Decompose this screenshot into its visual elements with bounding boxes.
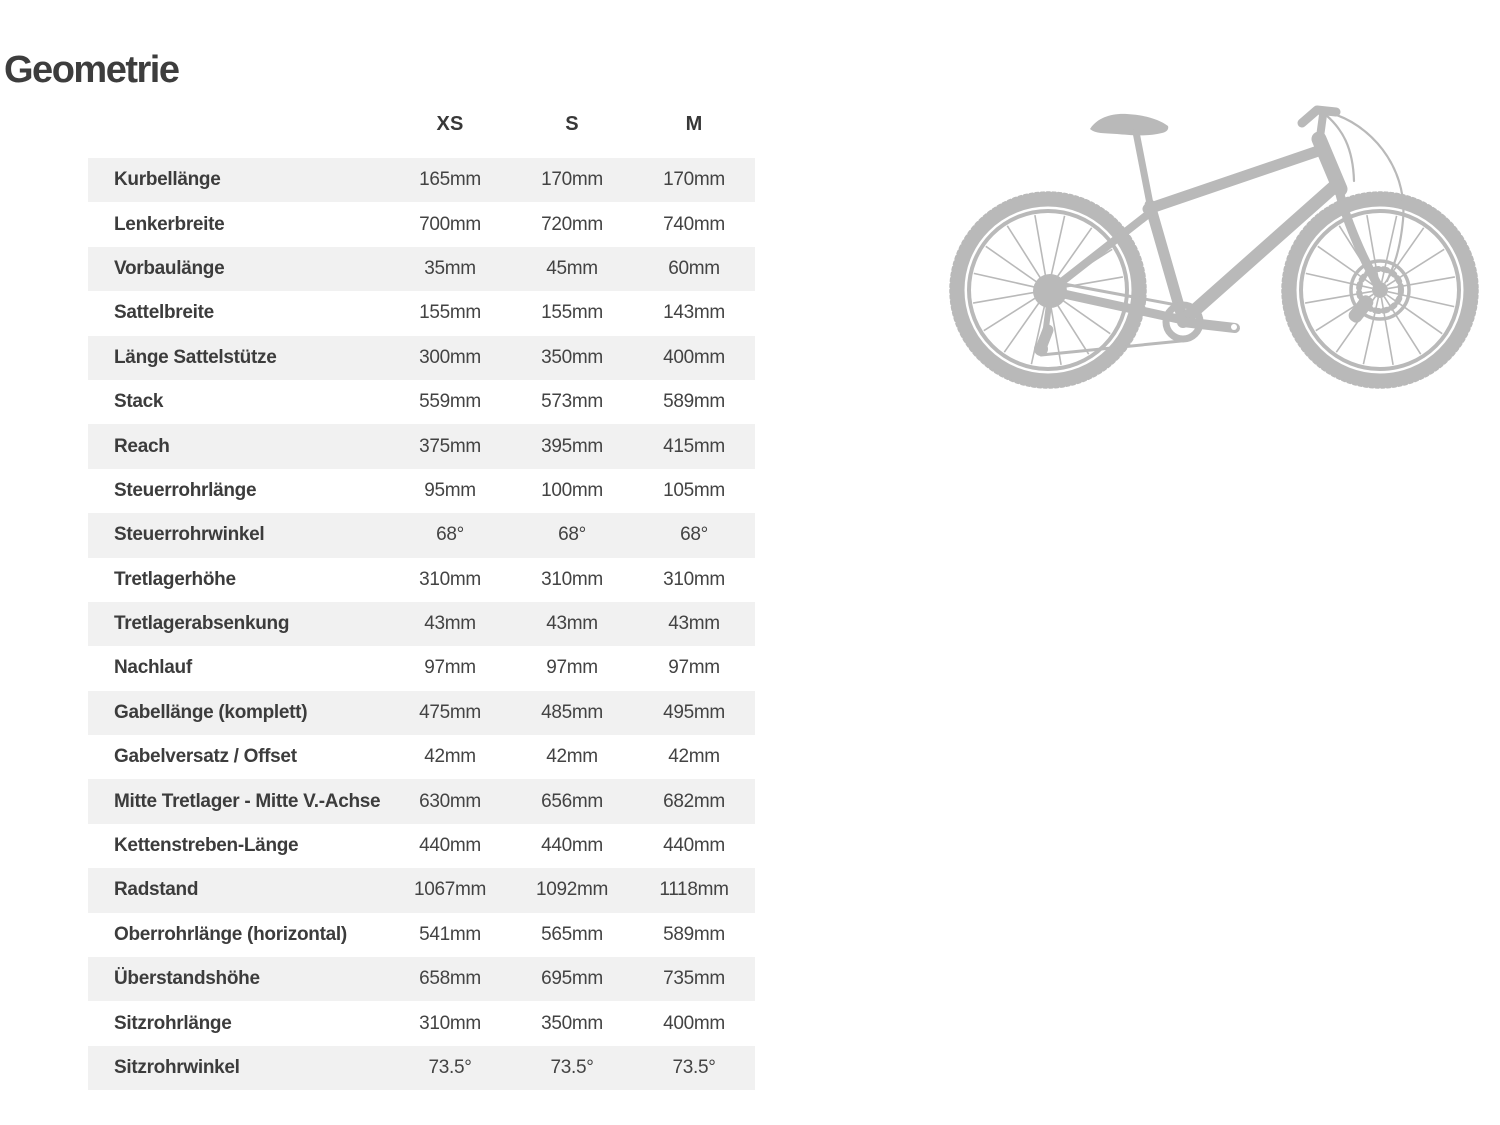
table-row: [88, 424, 755, 468]
value-xs: 35mm: [424, 257, 476, 279]
value-m: 310mm: [663, 568, 725, 590]
value-m: 589mm: [663, 391, 725, 413]
row-label: Länge Sattelstütze: [114, 346, 277, 368]
crank-arm: [1183, 322, 1235, 328]
value-s: 695mm: [541, 968, 603, 990]
value-m: 73.5°: [672, 1057, 716, 1078]
value-xs: 658mm: [419, 968, 481, 990]
row-label: Vorbaulänge: [114, 257, 225, 279]
row-label: Sitzrohrwinkel: [114, 1057, 240, 1078]
table-row: [88, 602, 755, 646]
row-label: Sitzrohrlänge: [114, 1012, 232, 1034]
value-s: 97mm: [546, 657, 598, 679]
size-column-header-xs: XS: [436, 112, 464, 135]
value-m: 143mm: [663, 302, 725, 324]
value-m: 43mm: [668, 613, 720, 635]
value-m: 170mm: [663, 169, 725, 191]
value-xs: 440mm: [419, 835, 481, 857]
table-row: [88, 247, 755, 291]
value-s: 45mm: [546, 257, 598, 279]
front-disc-brake: [1346, 261, 1409, 325]
table-row: [88, 779, 755, 823]
value-xs: 375mm: [419, 435, 481, 457]
value-s: 395mm: [541, 435, 603, 457]
value-xs: 165mm: [419, 169, 481, 191]
value-m: 60mm: [668, 257, 720, 279]
table-row: [88, 1001, 755, 1045]
stem: [1320, 115, 1323, 137]
row-label: Mitte Tretlager - Mitte V.-Achse: [114, 790, 381, 812]
table-row: [88, 691, 755, 735]
table-row: [88, 913, 755, 957]
row-label: Kurbellänge: [114, 169, 221, 191]
value-m: 740mm: [663, 213, 725, 235]
table-row: [88, 158, 755, 202]
table-row: [88, 513, 755, 557]
value-m: 42mm: [668, 746, 720, 768]
value-m: 495mm: [663, 701, 725, 723]
row-label: Reach: [114, 435, 170, 457]
table-row: [88, 735, 755, 779]
value-xs: 155mm: [419, 302, 481, 324]
value-xs: 559mm: [419, 391, 481, 413]
value-s: 350mm: [541, 1012, 603, 1034]
row-label: Stack: [114, 391, 164, 413]
table-row: [88, 291, 755, 335]
value-s: 485mm: [541, 701, 603, 723]
down-tube: [1185, 185, 1336, 319]
value-s: 68°: [558, 524, 586, 546]
value-s: 310mm: [541, 568, 603, 590]
size-column-header-s: S: [565, 112, 579, 135]
row-label: Lenkerbreite: [114, 213, 225, 235]
value-xs: 95mm: [424, 479, 476, 501]
value-m: 97mm: [668, 657, 720, 679]
value-s: 100mm: [541, 479, 603, 501]
table-row: [88, 1046, 755, 1090]
row-label: Steuerrohrlänge: [114, 479, 257, 501]
row-label: Gabelversatz / Offset: [114, 746, 297, 768]
value-m: 400mm: [663, 346, 725, 368]
value-xs: 700mm: [419, 213, 481, 235]
row-label: Tretlagerhöhe: [114, 568, 236, 590]
saddle: [1090, 114, 1168, 136]
table-row: [88, 336, 755, 380]
value-s: 43mm: [546, 613, 598, 635]
value-m: 440mm: [663, 835, 725, 857]
value-xs: 42mm: [424, 746, 476, 768]
table-row: [88, 558, 755, 602]
value-xs: 310mm: [419, 568, 481, 590]
value-xs: 310mm: [419, 1012, 481, 1034]
table-row: [88, 380, 755, 424]
value-m: 68°: [680, 524, 708, 546]
row-label: Gabellänge (komplett): [114, 701, 308, 723]
value-xs: 475mm: [419, 701, 481, 723]
value-s: 350mm: [541, 346, 603, 368]
page-title: Geometrie: [4, 49, 179, 92]
value-s: 573mm: [541, 391, 603, 413]
value-xs: 43mm: [424, 613, 476, 635]
geometry-table: [88, 100, 755, 1090]
row-label: Oberrohrlänge (horizontal): [114, 923, 347, 945]
row-label: Nachlauf: [114, 657, 192, 679]
value-m: 589mm: [663, 923, 725, 945]
value-m: 400mm: [663, 1012, 725, 1034]
size-column-header-m: M: [685, 112, 703, 135]
table-row: [88, 957, 755, 1001]
value-s: 720mm: [541, 213, 603, 235]
table-row: [88, 824, 755, 868]
geometry-table-header: [88, 100, 755, 148]
value-xs: 630mm: [419, 790, 481, 812]
table-row: [88, 646, 755, 690]
value-s: 656mm: [541, 790, 603, 812]
value-s: 440mm: [541, 835, 603, 857]
value-xs: 73.5°: [428, 1057, 472, 1078]
value-m: 105mm: [663, 479, 725, 501]
value-s: 1092mm: [535, 879, 609, 901]
geometry-table-body: [88, 158, 755, 1090]
row-label: Kettenstreben-Länge: [114, 835, 299, 857]
value-xs: 541mm: [419, 923, 481, 945]
value-xs: 1067mm: [413, 879, 487, 901]
value-s: 42mm: [546, 746, 598, 768]
row-label: Sattelbreite: [114, 302, 214, 324]
row-label: Radstand: [114, 879, 199, 901]
table-row: [88, 202, 755, 246]
value-s: 170mm: [541, 169, 603, 191]
value-m: 415mm: [663, 435, 725, 457]
value-s: 155mm: [541, 302, 603, 324]
bike-illustration: [940, 85, 1500, 425]
pedal-hole: [1231, 324, 1237, 330]
seatpost: [1136, 132, 1151, 209]
row-label: Steuerrohrwinkel: [114, 524, 265, 546]
value-xs: 68°: [436, 524, 464, 546]
value-m: 735mm: [663, 968, 725, 990]
table-row: [88, 868, 755, 912]
value-xs: 300mm: [419, 346, 481, 368]
table-row: [88, 469, 755, 513]
value-m: 1118mm: [659, 879, 729, 901]
value-m: 682mm: [663, 790, 725, 812]
row-label: Tretlagerabsenkung: [114, 613, 290, 635]
top-tube: [1148, 149, 1324, 209]
row-label: Überstandshöhe: [114, 968, 260, 990]
value-s: 73.5°: [550, 1057, 594, 1078]
value-xs: 97mm: [424, 657, 476, 679]
value-s: 565mm: [541, 923, 603, 945]
